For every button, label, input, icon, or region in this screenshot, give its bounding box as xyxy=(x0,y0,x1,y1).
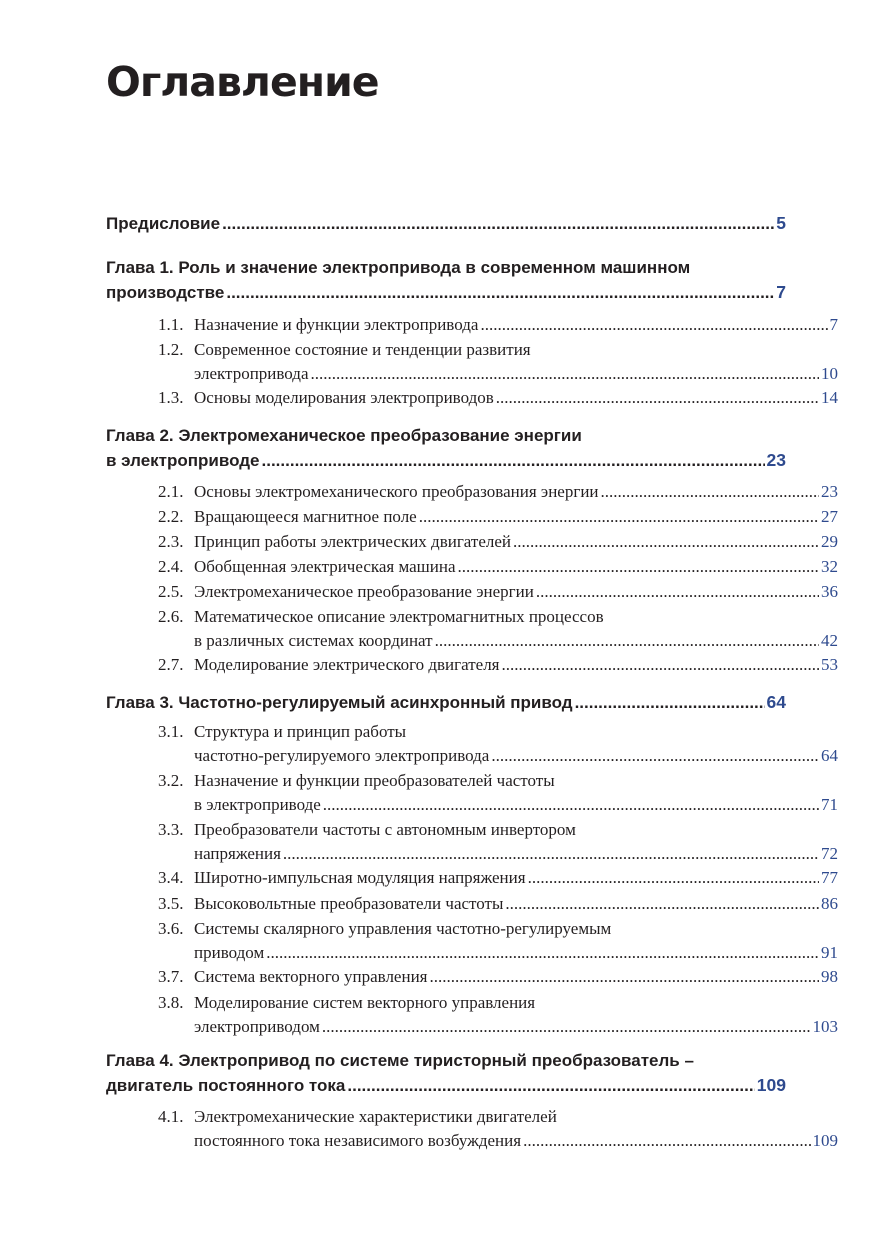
section-number: 3.8. xyxy=(158,993,184,1012)
leader-dots xyxy=(601,480,819,504)
entry-label-line1: Электромеханические характеристики двигателей xyxy=(194,1107,557,1126)
entry-label: Назначение и функции электропривода xyxy=(194,315,479,334)
entry-label-line1: Глава 4. Электропривод по системе тиристорный преобразователь – xyxy=(106,1051,694,1070)
toc-entry-2-1[interactable] xyxy=(106,480,838,504)
toc-entry-2-6[interactable] xyxy=(106,605,838,653)
page-number: 98 xyxy=(821,967,838,986)
leader-dots xyxy=(496,386,819,410)
toc-entry-3-8[interactable] xyxy=(106,991,838,1039)
page-number: 77 xyxy=(821,868,838,887)
toc-entry-3-2[interactable] xyxy=(106,769,838,817)
page-number: 5 xyxy=(776,213,786,233)
section-number: 2.7. xyxy=(158,655,184,674)
leader-dots xyxy=(528,866,819,890)
toc-entry-1-2[interactable] xyxy=(106,338,838,386)
page-number: 103 xyxy=(812,1017,838,1036)
toc-entry-1-1[interactable] xyxy=(106,313,838,337)
leader-dots xyxy=(513,530,819,554)
entry-label: Предисловие xyxy=(106,214,221,233)
leader-dots xyxy=(283,842,819,866)
toc-entry-2-7[interactable] xyxy=(106,653,838,677)
page-number: 23 xyxy=(766,450,786,470)
section-number: 3.4. xyxy=(158,868,184,887)
section-number: 2.4. xyxy=(158,557,184,576)
leader-dots xyxy=(262,449,765,473)
toc-entry-2-4[interactable] xyxy=(106,555,838,579)
page-number: 72 xyxy=(821,844,838,863)
section-number: 1.3. xyxy=(158,388,184,407)
page-number: 23 xyxy=(821,482,838,501)
entry-label-line2: приводом xyxy=(194,943,265,962)
entry-label-line2: электропривода xyxy=(194,364,309,383)
entry-label-line2: производстве xyxy=(106,283,225,302)
leader-dots xyxy=(505,892,819,916)
entry-label-line1: Глава 1. Роль и значение электропривода в современном машинном xyxy=(106,258,691,277)
entry-label-line1: Математическое описание электромагнитных процессов xyxy=(194,607,604,626)
page-number: 53 xyxy=(821,655,838,674)
toc-entry-3-4[interactable] xyxy=(106,866,838,890)
toc-entry-1-3[interactable] xyxy=(106,386,838,410)
leader-dots xyxy=(226,281,774,305)
toc-entry-2-2[interactable] xyxy=(106,505,838,529)
entry-label-line1: Глава 2. Электромеханическое преобразование энергии xyxy=(106,426,582,445)
section-number: 3.2. xyxy=(158,771,184,790)
page-number: 32 xyxy=(821,557,838,576)
entry-label-line1: Системы скалярного управления частотно-регулируемым xyxy=(194,919,612,938)
entry-label-line2: напряжения xyxy=(194,844,281,863)
toc-entry-3-1[interactable] xyxy=(106,720,838,768)
toc-entry-3-6[interactable] xyxy=(106,917,838,965)
page-number: 86 xyxy=(821,894,838,913)
page-number: 7 xyxy=(776,282,786,302)
section-number: 2.2. xyxy=(158,507,184,526)
entry-label-line2: в электроприводе xyxy=(106,451,260,470)
entry-label-line2: в различных системах координат xyxy=(194,631,433,650)
entry-label: Глава 3. Частотно-регулируемый асинхронный привод xyxy=(106,693,573,712)
page-number: 109 xyxy=(812,1131,838,1150)
entry-label-line2: двигатель постоянного тока xyxy=(106,1076,346,1095)
entry-label: Моделирование электрического двигателя xyxy=(194,655,500,674)
page-number: 27 xyxy=(821,507,838,526)
page-number: 14 xyxy=(821,388,838,407)
entry-label-line1: Структура и принцип работы xyxy=(194,722,407,741)
entry-label-line1: Современное состояние и тенденции развития xyxy=(194,340,531,359)
section-number: 1.2. xyxy=(158,340,184,359)
page-number: 64 xyxy=(766,692,786,712)
section-number: 3.6. xyxy=(158,919,184,938)
toc-entry-chapter-4[interactable] xyxy=(106,1049,786,1098)
entry-label: Основы электромеханического преобразования энергии xyxy=(194,482,599,501)
page-number: 29 xyxy=(821,532,838,551)
entry-label-line2: электроприводом xyxy=(194,1017,320,1036)
toc-entry-3-5[interactable] xyxy=(106,892,838,916)
toc-entry-2-3[interactable] xyxy=(106,530,838,554)
toc-entry-2-5[interactable] xyxy=(106,580,838,604)
leader-dots xyxy=(311,362,819,386)
leader-dots xyxy=(502,653,820,677)
leader-dots xyxy=(266,941,819,965)
leader-dots xyxy=(322,1015,811,1039)
section-number: 3.3. xyxy=(158,820,184,839)
leader-dots xyxy=(536,580,819,604)
page-number: 109 xyxy=(756,1075,786,1095)
page-number: 10 xyxy=(821,364,838,383)
entry-label-line1: Преобразователи частоты с автономным инвертором xyxy=(194,820,576,839)
leader-dots xyxy=(419,505,819,529)
entry-label: Широтно-импульсная модуляция напряжения xyxy=(194,868,526,887)
page-number: 7 xyxy=(829,315,838,334)
leader-dots xyxy=(480,313,827,337)
entry-label: Высоковольтные преобразователи частоты xyxy=(194,894,504,913)
leader-dots xyxy=(458,555,819,579)
entry-label: Электромеханическое преобразование энергии xyxy=(194,582,534,601)
section-number: 4.1. xyxy=(158,1107,184,1126)
entry-label: Основы моделирования электроприводов xyxy=(194,388,494,407)
toc-entry-4-1[interactable] xyxy=(106,1105,838,1153)
entry-label-line1: Назначение и функции преобразователей частоты xyxy=(194,771,555,790)
toc-entry-chapter-3[interactable] xyxy=(106,690,786,715)
entry-label-line2: в электроприводе xyxy=(194,795,321,814)
entry-label: Система векторного управления xyxy=(194,967,428,986)
entry-label-line2: постоянного тока независимого возбуждения xyxy=(194,1131,522,1150)
section-number: 3.1. xyxy=(158,722,184,741)
entry-label-line1: Моделирование систем векторного управления xyxy=(194,993,536,1012)
leader-dots xyxy=(435,629,819,653)
page-number: 91 xyxy=(821,943,838,962)
entry-label: Принцип работы электрических двигателей xyxy=(194,532,511,551)
section-number: 3.7. xyxy=(158,967,184,986)
toc-entry-3-3[interactable] xyxy=(106,818,838,866)
leader-dots xyxy=(575,691,765,715)
section-number: 2.5. xyxy=(158,582,184,601)
page-number: 71 xyxy=(821,795,838,814)
toc-entry-chapter-2[interactable] xyxy=(106,424,786,473)
section-number: 3.5. xyxy=(158,894,184,913)
leader-dots xyxy=(491,744,819,768)
leader-dots xyxy=(222,212,774,236)
toc-entry-chapter-1[interactable] xyxy=(106,256,786,305)
entry-label: Вращающееся магнитное поле xyxy=(194,507,417,526)
leader-dots xyxy=(430,965,820,989)
page-title: Оглавление xyxy=(106,58,379,106)
leader-dots xyxy=(523,1129,810,1153)
section-number: 2.1. xyxy=(158,482,184,501)
page-number: 42 xyxy=(821,631,838,650)
leader-dots xyxy=(323,793,819,817)
section-number: 1.1. xyxy=(158,315,184,334)
section-number: 2.3. xyxy=(158,532,184,551)
toc-entry-3-7[interactable] xyxy=(106,965,838,989)
entry-label: Обобщенная электрическая машина xyxy=(194,557,456,576)
entry-label-line2: частотно-регулируемого электропривода xyxy=(194,746,490,765)
section-number: 2.6. xyxy=(158,607,184,626)
page-number: 64 xyxy=(821,746,838,765)
page-number: 36 xyxy=(821,582,838,601)
toc-entry-preface[interactable] xyxy=(106,211,786,236)
leader-dots xyxy=(347,1074,754,1098)
